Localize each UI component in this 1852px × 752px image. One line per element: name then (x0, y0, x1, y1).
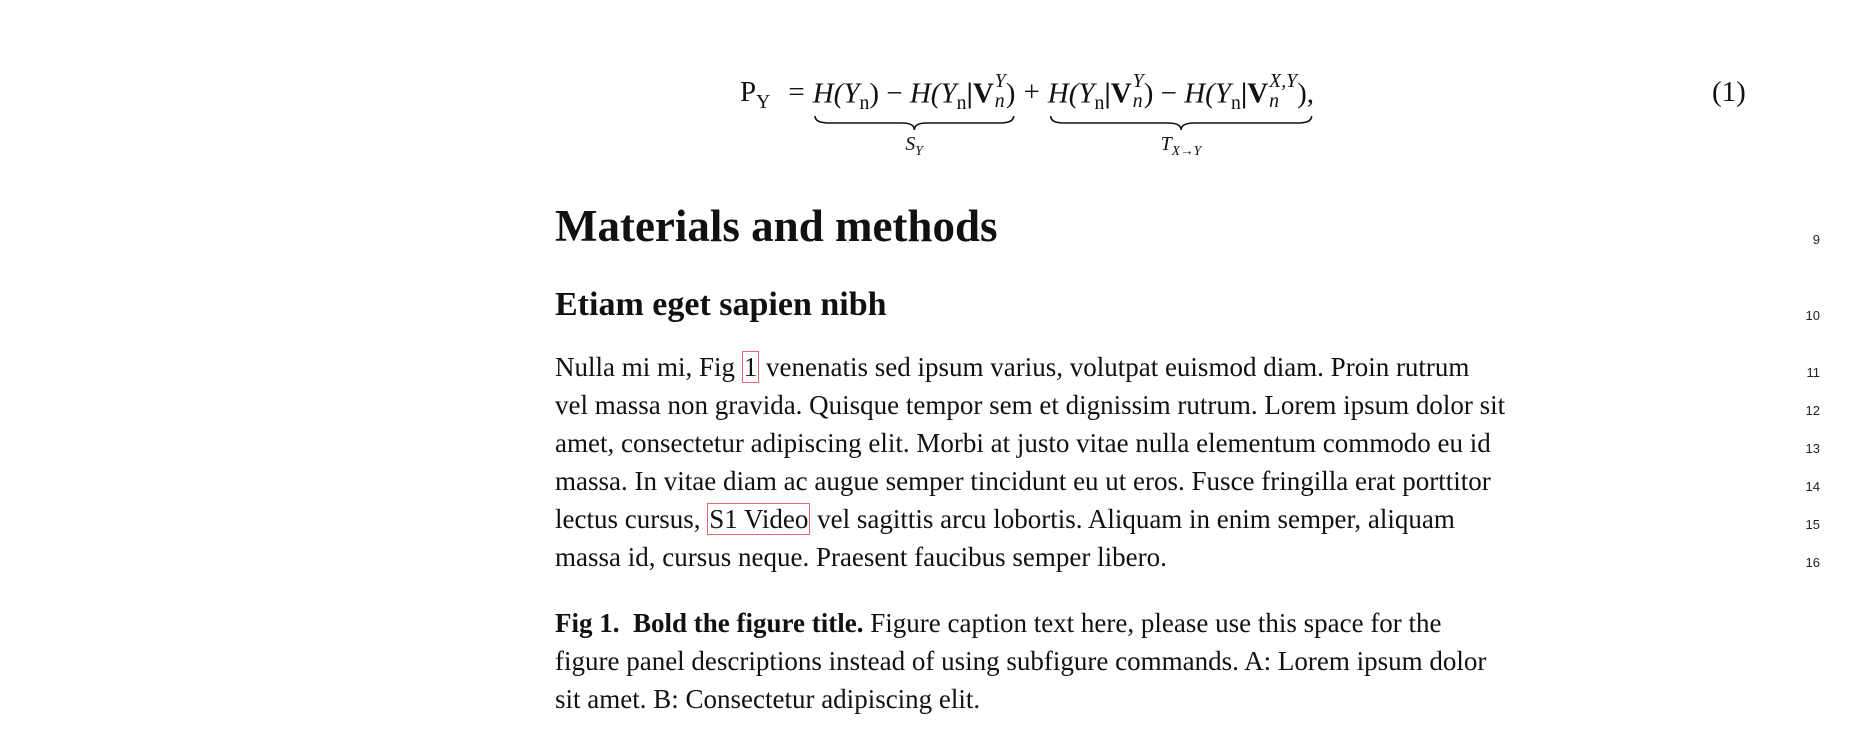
figure-caption (555, 604, 1750, 718)
transfer-term: $H(Y_n|V$ Y n ) − $H(Y_n|V$ X,Y n ), (1047, 70, 1315, 115)
plus-sign: + (1023, 76, 1040, 108)
underbrace (1048, 115, 1314, 131)
line-number: 11 (1806, 365, 1820, 380)
line-number: 10 (1805, 308, 1820, 323)
video-link[interactable]: S1 Video (709, 504, 809, 534)
underbrace-group-transfer (1048, 66, 1314, 159)
entropy-term: $H(Y_n) - H(Y_n|V$ Y n ) (812, 70, 1016, 115)
line-number: 13 (1805, 441, 1820, 456)
paragraph-line: amet, consectetur adipiscing elit. Morbi at justo vitae nulla elementum commodo eu id (555, 428, 1491, 458)
underbrace-label-t: $T_{X\to Y}$ (1160, 133, 1202, 159)
line-number: 15 (1805, 517, 1820, 532)
line-number: 16 (1805, 555, 1820, 570)
line-number: 14 (1805, 479, 1820, 494)
equation-lhs: $P_Y$ (740, 76, 771, 113)
equation-number: (1) (1712, 76, 1746, 108)
body-paragraph (555, 348, 1750, 576)
caption-label: Fig 1. (555, 608, 620, 638)
equals-sign: = (788, 76, 805, 108)
paragraph-line: vel massa non gravida. Quisque tempor sem et dignissim rutrum. Lorem ipsum dolor sit (555, 390, 1506, 420)
underbrace (813, 115, 1016, 131)
figure-link[interactable]: 1 (743, 352, 758, 382)
caption-line: figure panel descriptions instead of using subfigure commands. A: Lorem ipsum dolor (555, 646, 1487, 676)
section-title: Materials and methods (555, 201, 998, 251)
caption-title: Bold the figure title. (633, 608, 864, 638)
paragraph-line: lectus cursus, S1 Video vel sagittis arcu lobortis. Aliquam in enim semper, aliquam (555, 504, 1455, 534)
line-number: 12 (1805, 403, 1820, 418)
paragraph-line: massa id, cursus neque. Praesent faucibus semper libero. (555, 542, 1167, 572)
underbrace-group-entropy (813, 66, 1016, 159)
equation (740, 66, 1314, 176)
paragraph-line: massa. In vitae diam ac augue semper tincidunt eu ut eros. Fusce fringilla erat porttitor (555, 466, 1491, 496)
line-number: 9 (1812, 232, 1820, 247)
subsection-title: Etiam eget sapien nibh (555, 286, 887, 323)
caption-line: Fig 1. Bold the figure title. Figure caption text here, please use this space for the (555, 608, 1442, 638)
paragraph-line: Nulla mi mi, Fig 1 venenatis sed ipsum varius, volutpat euismod diam. Proin rutrum (555, 352, 1470, 382)
underbrace-label-s: $S_Y$ (905, 133, 923, 159)
caption-line: sit amet. B: Consectetur adipiscing elit. (555, 684, 981, 714)
